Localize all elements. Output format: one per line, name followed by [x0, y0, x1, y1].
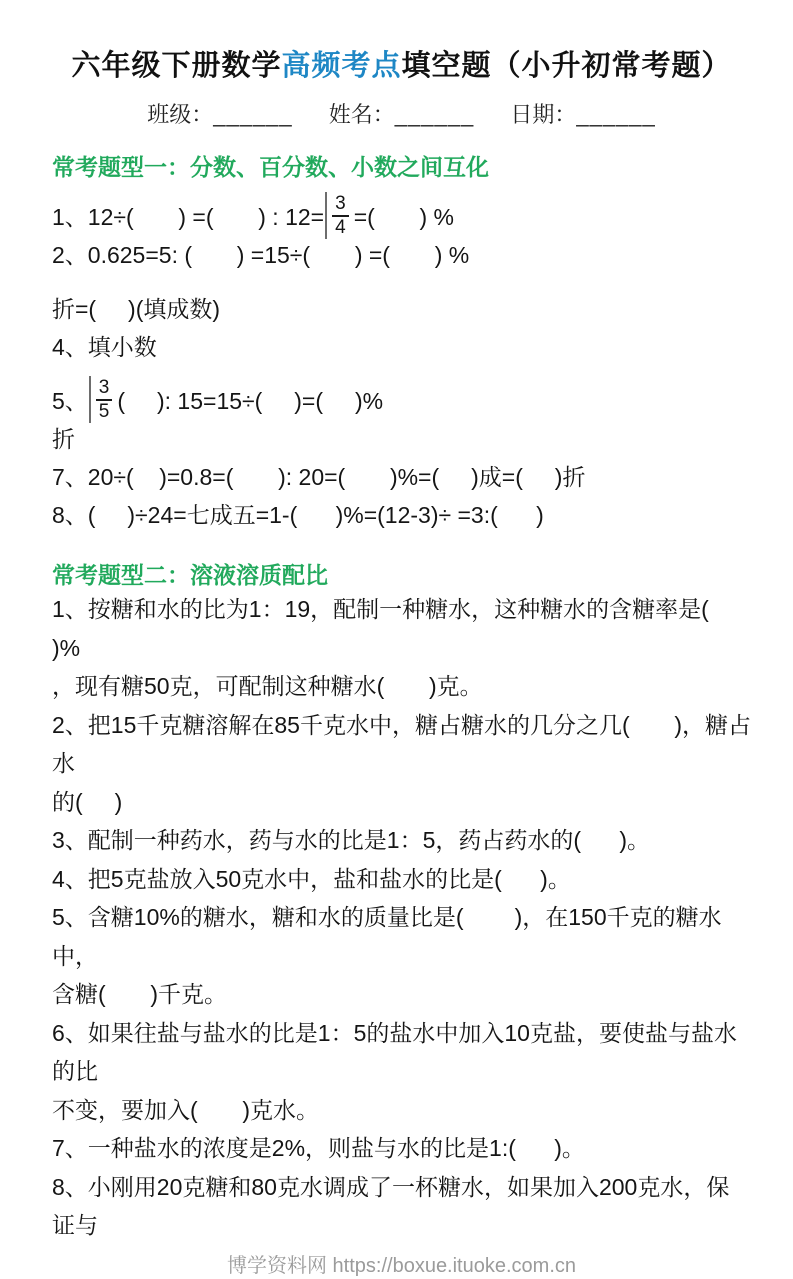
s2-question-line: ，现有糖50克，可配制这种糖水( )克。 — [52, 673, 483, 699]
fraction-denominator: 5 — [98, 401, 110, 423]
s2-question-line: 不变，要加入( )克水。 — [52, 1096, 320, 1123]
s2-question-line: 6、如果往盐与盐水的比是1：5的盐水中加入10克盐，要使盐与盐水的比 — [52, 1019, 737, 1084]
name-field — [329, 100, 474, 130]
s1-question-1 — [52, 182, 751, 239]
s1-question-8: 8、( )÷24=七成五=1-( )%=(12-3)÷ =3:( ) — [52, 502, 544, 528]
class-label: 班级： — [147, 102, 214, 127]
s2-question-line: 含糖( )千克。 — [52, 981, 228, 1007]
footer-watermark: 博学资料网 https://boxue.ituoke.com.cn — [226, 1254, 577, 1277]
s1-q5-post: ( ): 15=15÷( )=( )% — [117, 388, 384, 414]
s1-question-3-fragment: 折=( )(填成数) — [52, 296, 221, 322]
section1-heading: 常考题型一：分数、百分数、小数之间互化 — [52, 154, 489, 180]
s1-q1-post: =( ) % — [353, 204, 455, 230]
s2-question-line: 4、把5克盐放入50克水中，盐和盐水的比是( )。 — [52, 865, 571, 892]
s2-question-line: 7、一种盐水的浓度是2%，则盐与水的比是1:( )。 — [52, 1135, 585, 1161]
fraction-numerator: 3 — [96, 377, 113, 401]
s1-question-4: 4、填小数 — [52, 334, 157, 360]
s2-question-line: 8、小刚用20克糖和80克水调成了一杯糖水，如果加入200克水，保证与 — [52, 1173, 730, 1238]
s2-question-line: 的( ) — [52, 788, 123, 815]
s2-question-line: 1、按糖和水的比为1：19，配制一种糖水，这种糖水的含糖率是( )% — [52, 596, 754, 661]
class-blank: ______ — [213, 102, 293, 127]
name-label: 姓名： — [328, 102, 395, 127]
title-highlight: 高频考点 — [281, 50, 402, 82]
fraction-3-4 — [325, 192, 353, 239]
name-blank: ______ — [394, 102, 475, 127]
s1-q1-pre: 1、12÷( ) =( ) : 12= — [52, 204, 325, 230]
fraction-denominator: 4 — [335, 217, 346, 239]
date-blank: ______ — [576, 102, 656, 127]
title-suffix: 填空题（小升初常考题） — [401, 50, 732, 82]
s1-question-5-fragment: 折 — [52, 426, 75, 452]
page-title — [52, 46, 751, 86]
class-field — [147, 100, 292, 130]
fraction-3-5 — [89, 376, 117, 423]
s1-question-2: 2、0.625=5: ( ) =15÷( ) =( ) % — [52, 242, 470, 268]
s2-question-line: 5、含糖10%的糖水，糖和水的质量比是( )，在150千克的糖水中， — [52, 904, 722, 969]
s2-question-line: 2、把15千克糖溶解在85千克水中，糖占糖水的几分之几( )，糖占水 — [52, 711, 752, 776]
date-field — [510, 100, 655, 130]
s1-question-5 — [52, 366, 751, 423]
fraction-numerator: 3 — [332, 193, 349, 217]
title-prefix: 六年级下册数学 — [71, 50, 282, 82]
date-label: 日期： — [510, 102, 577, 127]
s2-question-line: 3、配制一种药水，药与水的比是1：5，药占药水的( )。 — [52, 827, 651, 853]
student-info-line — [52, 100, 751, 130]
s1-question-7: 7、20÷( )=0.8=( ): 20=( )%=( )成=( )折 — [52, 464, 586, 490]
s1-q5-pre: 5、 — [52, 388, 88, 414]
section2-heading: 常考题型二：溶液溶质配比 — [52, 562, 328, 588]
section2-body — [52, 590, 754, 1245]
